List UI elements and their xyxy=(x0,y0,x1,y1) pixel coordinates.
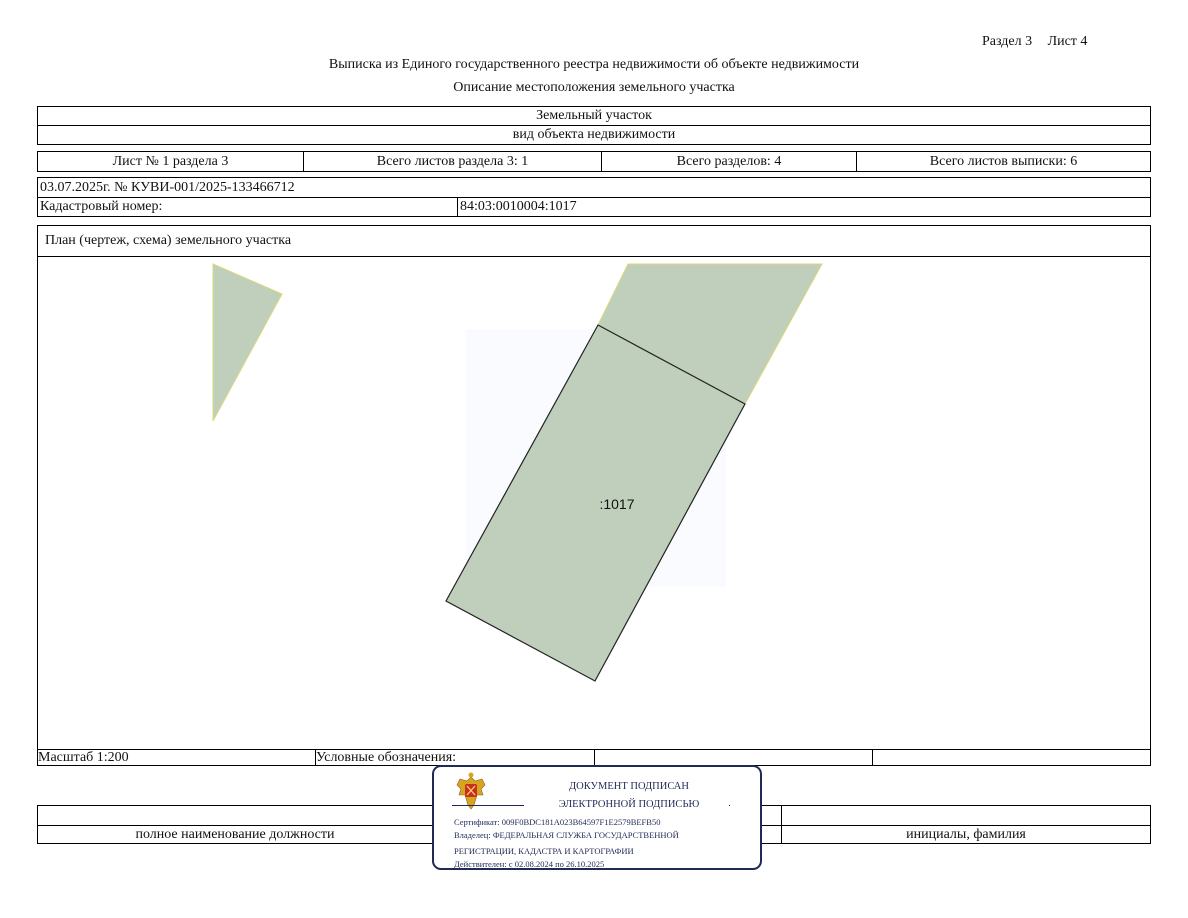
scale-label: Масштаб 1:200 xyxy=(38,750,316,766)
stamp-line2: ЭЛЕКТРОННОЙ ПОДПИСЬЮ xyxy=(558,799,700,810)
cadastral-row xyxy=(37,197,1151,217)
stamp-line1: ДОКУМЕНТ ПОДПИСАН xyxy=(569,781,689,792)
total-sections: Всего разделов: 4 xyxy=(602,152,857,171)
legend-row xyxy=(38,749,1150,766)
stamp-validity: Действителен: с 02.08.2024 по 26.10.2025 xyxy=(454,859,605,869)
legend-cell-2 xyxy=(873,750,1150,766)
signature-position-cell xyxy=(38,806,433,825)
plan-box xyxy=(37,225,1151,766)
sheet-number: Лист 4 xyxy=(1047,34,1088,49)
document-subtitle: Описание местоположения земельного участка xyxy=(453,80,735,95)
parcel-label: :1017 xyxy=(599,496,635,512)
section-sheet-label xyxy=(982,34,1087,50)
legend-cell-1 xyxy=(595,750,873,766)
cadastral-label: Кадастровый номер: xyxy=(38,198,458,216)
stamp-owner-line1: Владелец: ФЕДЕРАЛЬНАЯ СЛУЖБА ГОСУДАРСТВЕННОЙ xyxy=(454,830,679,840)
object-type-caption: вид объекта недвижимости xyxy=(37,125,1151,145)
cadastral-number: 84:03:0010004:1017 xyxy=(460,199,577,214)
sheet-of-section: Лист № 1 раздела 3 xyxy=(38,152,304,171)
name-caption: инициалы, фамилия xyxy=(906,826,1026,842)
position-caption: полное наименование должности xyxy=(38,826,433,843)
total-sheets-extract: Всего листов выписки: 6 xyxy=(929,153,1078,169)
plan-title: План (чертеж, схема) земельного участка xyxy=(38,226,1150,257)
total-sheets-section: Всего листов раздела 3: 1 xyxy=(304,152,602,171)
neighbor-parcel-left xyxy=(213,264,282,421)
signature-name-cell xyxy=(782,806,1150,825)
document-title: Выписка из Единого государственного реестра недвижимости об объекте недвижимости xyxy=(328,57,860,72)
section-number: Раздел 3 xyxy=(982,34,1033,49)
electronic-signature-stamp xyxy=(432,765,762,870)
plan-drawing xyxy=(38,257,1149,749)
legend-label: Условные обозначения: xyxy=(316,750,595,766)
object-type: Земельный участок xyxy=(37,106,1151,126)
sheets-info-row xyxy=(37,151,1151,172)
date-number-row: 03.07.2025г. № КУВИ-001/2025-133466712 xyxy=(37,177,1151,198)
stamp-owner-line2: РЕГИСТРАЦИИ, КАДАСТРА И КАРТОГРАФИИ xyxy=(454,846,634,856)
stamp-certificate: Сертификат: 009F0BDC181A023B64597F1E2579BEFB50 xyxy=(454,817,661,827)
